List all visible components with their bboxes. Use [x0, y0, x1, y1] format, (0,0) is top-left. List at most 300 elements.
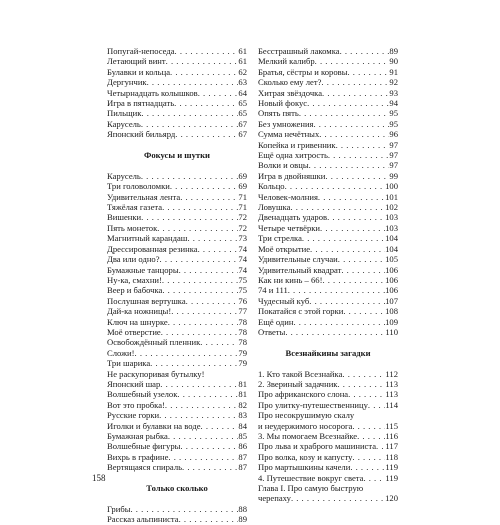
toc-right-column: [258, 46, 398, 504]
toc-entry-title: Сумма нечётных: [258, 129, 320, 140]
toc-entry-continued: [258, 410, 398, 420]
dot-leader: [309, 296, 385, 306]
toc-entry-title: и неудержимого носорога: [258, 420, 353, 431]
dot-leader: [363, 473, 385, 483]
toc-entry-page: 86: [238, 441, 247, 452]
toc-left-column: [107, 46, 247, 525]
dot-leader: [198, 244, 239, 254]
toc-entry[interactable]: [258, 431, 398, 441]
toc-entry[interactable]: [107, 379, 247, 389]
toc-entry-title: Братья, сёстры и коровы: [258, 66, 348, 77]
toc-entry[interactable]: [107, 504, 247, 514]
toc-entry-title: Три шарика: [107, 358, 151, 369]
dot-leader: [186, 296, 239, 306]
toc-entry[interactable]: [258, 244, 398, 254]
dot-leader: [179, 514, 239, 524]
toc-entry-page: 63: [238, 77, 247, 88]
dot-leader: [198, 88, 239, 98]
toc-entry-page: 91: [389, 66, 398, 77]
dot-leader: [141, 108, 238, 118]
dot-leader: [343, 306, 385, 316]
toc-entry-title: Веер и бабочка: [107, 285, 163, 296]
dot-leader: [347, 67, 389, 77]
toc-entry-page: 103: [385, 212, 398, 223]
toc-entry-page: 78: [238, 316, 247, 327]
dot-leader: [175, 129, 238, 139]
toc-entry-page: 102: [385, 202, 398, 213]
toc-entry-title: Волшебный узелок: [107, 389, 178, 400]
toc-entry-page: 101: [385, 191, 398, 202]
toc-entry-title: Дай-ка ножницы!: [107, 306, 172, 317]
toc-entry-page: 99: [389, 170, 398, 181]
toc-entry-page: 113: [385, 379, 398, 389]
dot-leader: [340, 46, 390, 56]
toc-entry[interactable]: [258, 275, 398, 285]
toc-entry-title: 1. Кто такой Всезнайка: [258, 368, 343, 379]
dot-leader: [170, 181, 239, 191]
toc-entry[interactable]: [107, 56, 247, 66]
toc-entry[interactable]: [107, 410, 247, 420]
toc-entry-page: 64: [238, 87, 247, 98]
toc-entry[interactable]: [258, 421, 398, 431]
toc-entry-title: Удивительный квадрат: [258, 264, 342, 275]
toc-entry[interactable]: [107, 265, 247, 275]
toc-entry-page: 67: [238, 118, 247, 129]
dot-leader: [135, 348, 239, 358]
dot-leader: [309, 160, 390, 170]
toc-entry-page: 106: [385, 274, 398, 285]
toc-entry-page: 120: [385, 493, 398, 504]
dot-leader: [147, 77, 239, 87]
toc-entry-title: Четырнадцать колышков: [107, 87, 198, 98]
toc-entry[interactable]: [107, 88, 247, 98]
toc-entry-page: 78: [238, 326, 247, 337]
toc-entry[interactable]: [258, 56, 398, 66]
toc-entry-page: 96: [389, 129, 398, 140]
dot-leader: [162, 285, 238, 295]
toc-entry-page: 79: [238, 358, 247, 369]
toc-entry-page: 85: [238, 431, 247, 442]
toc-entry-page: 97: [389, 139, 398, 150]
toc-entry[interactable]: [107, 441, 247, 451]
toc-entry-title: Три стрелка: [258, 233, 302, 244]
toc-entry[interactable]: [107, 77, 247, 87]
toc-entry-page: 97: [389, 150, 398, 161]
toc-entry-title: Игра в пятнадцать: [107, 98, 175, 109]
toc-entry-page: 65: [238, 98, 247, 109]
toc-entry[interactable]: [258, 317, 398, 327]
toc-entry-page: 78: [238, 337, 247, 348]
toc-entry-title: Про льва и храброго машиниста: [258, 441, 377, 452]
dot-leader: [307, 98, 389, 108]
toc-entry-page: 61: [238, 46, 247, 56]
toc-entry[interactable]: [258, 108, 398, 118]
toc-entry[interactable]: [107, 452, 247, 462]
toc-entry[interactable]: [107, 67, 247, 77]
toc-entry-title: Два или одно?: [107, 254, 160, 265]
toc-entry-title: Хитрая звёздочка: [258, 87, 323, 98]
toc-entry-page: 95: [389, 108, 398, 119]
toc-entry-title: Ну-ка, смахни!: [107, 274, 162, 285]
dot-leader: [160, 254, 239, 264]
toc-entry-title: Волшебные фигуры: [107, 441, 181, 452]
toc-entry-title: Без умножения: [258, 118, 314, 129]
toc-entry-title: Японский шар: [107, 379, 161, 389]
toc-entry-continued: [107, 369, 247, 379]
toc-entry[interactable]: [107, 98, 247, 108]
toc-entry[interactable]: [107, 129, 247, 139]
toc-entry-page: 119: [385, 462, 398, 473]
toc-entry-page: 107: [385, 295, 398, 306]
dot-leader: [302, 233, 385, 243]
toc-entry-page: 72: [238, 222, 247, 233]
toc-entry-page: 105: [385, 254, 398, 265]
dot-leader: [130, 504, 238, 514]
toc-entry-page: 113: [385, 389, 398, 400]
toc-entry[interactable]: [107, 400, 247, 410]
dot-leader: [328, 150, 390, 160]
toc-entry[interactable]: [107, 213, 247, 223]
dot-leader: [348, 389, 385, 399]
toc-entry-page: 97: [389, 160, 398, 171]
toc-entry-title: Кольцо: [258, 181, 285, 192]
toc-entry[interactable]: [107, 348, 247, 358]
toc-entry[interactable]: [107, 285, 247, 295]
toc-entry[interactable]: [258, 181, 398, 191]
toc-entry-title: Булавки и кольца: [107, 66, 171, 77]
toc-entry-page: 61: [238, 56, 247, 67]
toc-entry-title: Двенадцать ударов: [258, 212, 328, 223]
toc-entry[interactable]: [107, 358, 247, 368]
toc-entry[interactable]: [258, 296, 398, 306]
dot-leader: [174, 98, 238, 108]
toc-entry-title: 3. Мы помогаем Всезнайке: [258, 431, 358, 442]
dot-leader: [200, 337, 238, 347]
toc-entry-page: 82: [238, 399, 247, 410]
dot-leader: [285, 181, 386, 191]
dot-leader: [171, 306, 238, 316]
page-number: 158: [92, 473, 106, 483]
dot-leader: [299, 108, 390, 118]
toc-entry-title: Про африканского слона: [258, 389, 349, 400]
toc-entry[interactable]: [258, 160, 398, 170]
toc-entry[interactable]: [258, 306, 398, 316]
toc-entry[interactable]: [107, 337, 247, 347]
toc-entry[interactable]: [258, 67, 398, 77]
dot-leader: [166, 56, 239, 66]
toc-entry-title: Человек-молния: [258, 191, 318, 202]
toc-entry-title: 4. Путешествие вокруг света: [258, 472, 364, 483]
toc-entry-title: Бумажная рыбка: [107, 431, 168, 442]
toc-entry-page: 74: [238, 254, 247, 265]
dot-leader: [352, 421, 385, 431]
toc-entry-page: 117: [385, 441, 398, 452]
dot-leader: [201, 421, 239, 431]
dot-leader: [170, 67, 238, 77]
toc-entry[interactable]: [107, 119, 247, 129]
toc-entry-title: Про волка, козу и капусту: [258, 451, 353, 462]
section-heading: Фокусы и шутки: [144, 150, 210, 161]
dot-leader: [182, 462, 238, 472]
dot-leader: [325, 171, 389, 181]
toc-entry-page: 81: [238, 389, 247, 400]
toc-entry[interactable]: [107, 223, 247, 233]
toc-entry-title: Послушная вертушка: [107, 295, 186, 306]
toc-entry-page: 89: [238, 514, 247, 525]
toc-entry[interactable]: [258, 327, 398, 337]
dot-leader: [314, 119, 390, 129]
toc-entry-page: 90: [389, 56, 398, 67]
dot-leader: [357, 431, 385, 441]
toc-entry-page: 109: [385, 316, 398, 327]
toc-entry-page: 87: [238, 462, 247, 473]
toc-entry[interactable]: [258, 389, 398, 399]
toc-entry-page: 89: [389, 46, 398, 56]
toc-entry-page: 119: [385, 472, 398, 483]
toc-entry-page: 83: [238, 410, 247, 421]
toc-entry[interactable]: [258, 119, 398, 129]
toc-entry-page: 104: [385, 243, 398, 254]
toc-entry-title: Магнитный карандаш: [107, 233, 188, 244]
toc-entry[interactable]: [107, 254, 247, 264]
dot-leader: [162, 275, 239, 285]
toc-entry-page: 95: [389, 118, 398, 129]
toc-entry-title: Глава I. Про самую быструю: [258, 483, 364, 494]
toc-entry-title: Не раскупоривая бутылку!: [107, 368, 205, 379]
toc-entry[interactable]: [258, 223, 398, 233]
dot-leader: [337, 379, 385, 389]
toc-entry-page: 67: [238, 129, 247, 140]
toc-entry-page: 65: [238, 108, 247, 119]
toc-entry-page: 93: [389, 87, 398, 98]
toc-entry[interactable]: [258, 462, 398, 472]
dot-leader: [162, 202, 238, 212]
toc-entry-title: черепаху: [258, 493, 291, 504]
toc-entry[interactable]: [107, 46, 247, 56]
dot-leader: [338, 254, 385, 264]
dot-leader: [180, 192, 238, 202]
toc-entry-title: Дергунчик: [107, 77, 147, 88]
toc-entry-title: Ловушка: [258, 202, 291, 213]
toc-entry-page: 100: [385, 181, 398, 192]
toc-entry[interactable]: [258, 493, 398, 503]
dot-leader: [150, 358, 238, 368]
toc-entry-page: 106: [385, 264, 398, 275]
dot-leader: [187, 233, 238, 243]
toc-entry-title: Моё открытие: [258, 243, 311, 254]
toc-entry-title: Чудесный куб: [258, 295, 310, 306]
toc-entry-title: Покатайся с этой горки: [258, 306, 344, 317]
toc-entry-title: Бумажные танцоры: [107, 264, 179, 275]
toc-entry-title: Про несокрушимую скалу: [258, 410, 355, 421]
toc-entry-page: 116: [385, 431, 398, 442]
dot-leader: [350, 462, 385, 472]
dot-leader: [341, 265, 385, 275]
toc-entry-title: Сложи!: [107, 347, 135, 358]
toc-entry[interactable]: [258, 254, 398, 264]
toc-entry[interactable]: [258, 150, 398, 160]
dot-leader: [141, 171, 239, 181]
toc-entry-title: Пять монеток: [107, 222, 158, 233]
toc-entry[interactable]: [107, 181, 247, 191]
toc-entry-title: 2. Звериный задачник: [258, 379, 338, 389]
dot-leader: [290, 202, 385, 212]
dot-leader: [321, 77, 389, 87]
toc-entry[interactable]: [258, 140, 398, 150]
dot-leader: [175, 46, 239, 56]
toc-entry-page: 79: [238, 347, 247, 358]
toc-entry-page: 88: [238, 503, 247, 514]
toc-entry-title: Игра в двойняшки: [258, 170, 326, 181]
toc-entry-page: 74: [238, 243, 247, 254]
dot-leader: [180, 441, 238, 451]
toc-entry-page: 106: [385, 285, 398, 296]
toc-entry[interactable]: [107, 327, 247, 337]
dot-leader: [285, 327, 385, 337]
toc-entry[interactable]: [107, 306, 247, 316]
dot-leader: [168, 431, 239, 441]
toc-entry-page: 81: [238, 379, 247, 389]
toc-entry-title: Как ни кинь – 66!: [258, 274, 323, 285]
dot-leader: [141, 213, 238, 223]
toc-entry[interactable]: [258, 233, 398, 243]
dot-leader: [327, 213, 385, 223]
toc-entry-page: 77: [238, 306, 247, 317]
dot-leader: [168, 317, 239, 327]
toc-entry-page: 76: [238, 295, 247, 306]
toc-entry[interactable]: [107, 233, 247, 243]
toc-entry-page: 108: [385, 306, 398, 317]
toc-entry-page: 103: [385, 222, 398, 233]
toc-entry[interactable]: [258, 77, 398, 87]
dot-leader: [315, 56, 390, 66]
toc-entry[interactable]: [258, 285, 398, 295]
toc-entry[interactable]: [258, 265, 398, 275]
toc-entry-title: Удивительная лента: [107, 191, 181, 202]
toc-entry[interactable]: [258, 171, 398, 181]
dot-leader: [293, 317, 385, 327]
toc-entry-title: Бесстрашный лакомка: [258, 46, 340, 56]
toc-entry[interactable]: [107, 108, 247, 118]
toc-entry-title: Рассказ альпиниста: [107, 514, 179, 525]
dot-leader: [319, 129, 389, 139]
toc-entry[interactable]: [258, 379, 398, 389]
toc-entry-page: 110: [385, 326, 398, 337]
dot-leader: [336, 140, 390, 150]
toc-entry-title: Ключ на шнурке: [107, 316, 168, 327]
toc-entry-title: Мелкий калибр: [258, 56, 315, 67]
toc-entry-title: Удивительные случаи: [258, 254, 338, 265]
toc-entry[interactable]: [107, 421, 247, 431]
toc-entry-title: Копейка и гривенник: [258, 139, 336, 150]
toc-entry-page: 115: [385, 420, 398, 431]
toc-entry-title: Иголки и булавки на воде: [107, 420, 201, 431]
toc-entry[interactable]: [107, 202, 247, 212]
dot-leader: [368, 400, 386, 410]
toc-entry-title: Пильщик: [107, 108, 142, 119]
toc-entry-title: Про мартышкины качели: [258, 462, 351, 473]
dot-leader: [352, 452, 385, 462]
toc-entry[interactable]: [258, 46, 398, 56]
toc-entry[interactable]: [107, 389, 247, 399]
dot-leader: [318, 192, 385, 202]
toc-entry-title: Моё отверстие: [107, 326, 161, 337]
toc-entry[interactable]: [258, 452, 398, 462]
toc-entry[interactable]: [107, 192, 247, 202]
toc-entry-title: Вертящаяся спираль: [107, 462, 183, 473]
toc-entry[interactable]: [258, 192, 398, 202]
toc-entry[interactable]: [258, 473, 398, 483]
dot-leader: [376, 441, 385, 451]
dot-leader: [165, 400, 239, 410]
toc-entry-title: Новый фокус: [258, 98, 308, 109]
toc-entry[interactable]: [107, 431, 247, 441]
toc-entry[interactable]: [107, 296, 247, 306]
section-heading: Всезнайкины загадки: [285, 347, 371, 358]
toc-entry-title: Ещё один: [258, 316, 294, 327]
toc-entry-title: Ещё одна хитрость: [258, 150, 328, 161]
toc-entry[interactable]: [258, 213, 398, 223]
toc-entry[interactable]: [258, 441, 398, 451]
toc-entry-title: Дрессированная резинка: [107, 243, 198, 254]
toc-entry-title: Тяжёлая газета: [107, 202, 163, 213]
toc-entry[interactable]: [107, 171, 247, 181]
dot-leader: [322, 275, 385, 285]
toc-entry-title: Сколько ему лет?: [258, 77, 322, 88]
dot-leader: [159, 410, 238, 420]
toc-entry-title: Карусель: [107, 118, 141, 129]
toc-entry-title: Волки и овцы: [258, 160, 309, 171]
toc-entry-page: 71: [238, 191, 247, 202]
dot-leader: [342, 369, 385, 379]
dot-leader: [310, 244, 385, 254]
toc-entry-title: Летающий винт: [107, 56, 166, 67]
toc-entry-page: 114: [385, 399, 398, 410]
dot-leader: [179, 265, 239, 275]
section-heading: Только сколько: [146, 483, 208, 494]
toc-entry[interactable]: [107, 275, 247, 285]
toc-entry[interactable]: [107, 462, 247, 472]
toc-entry[interactable]: [107, 317, 247, 327]
toc-entry-title: Японский бильярд: [107, 129, 176, 140]
toc-entry-title: Карусель: [107, 170, 141, 181]
toc-entry-title: Три головоломки: [107, 181, 170, 192]
toc-entry-page: 72: [238, 212, 247, 223]
toc-entry-page: 87: [238, 451, 247, 462]
dot-leader: [160, 379, 238, 389]
dot-leader: [177, 389, 238, 399]
toc-entry[interactable]: [258, 129, 398, 139]
dot-leader: [168, 452, 238, 462]
toc-entry-page: 75: [238, 285, 247, 296]
toc-entry[interactable]: [258, 202, 398, 212]
toc-entry-page: 73: [238, 233, 247, 244]
toc-entry-page: 75: [238, 274, 247, 285]
toc-entry[interactable]: [258, 400, 398, 410]
toc-entry-page: 92: [389, 77, 398, 88]
toc-entry-page: 69: [238, 170, 247, 181]
toc-entry[interactable]: [258, 369, 398, 379]
dot-leader: [141, 119, 239, 129]
toc-entry[interactable]: [258, 98, 398, 108]
toc-entry[interactable]: [258, 88, 398, 98]
toc-entry[interactable]: [107, 514, 247, 524]
toc-entry-title: Освобождённый пленник: [107, 337, 201, 348]
toc-entry-page: 104: [385, 233, 398, 244]
toc-entry[interactable]: [107, 244, 247, 254]
toc-entry-title: Грибы: [107, 503, 131, 514]
dot-leader: [157, 223, 238, 233]
